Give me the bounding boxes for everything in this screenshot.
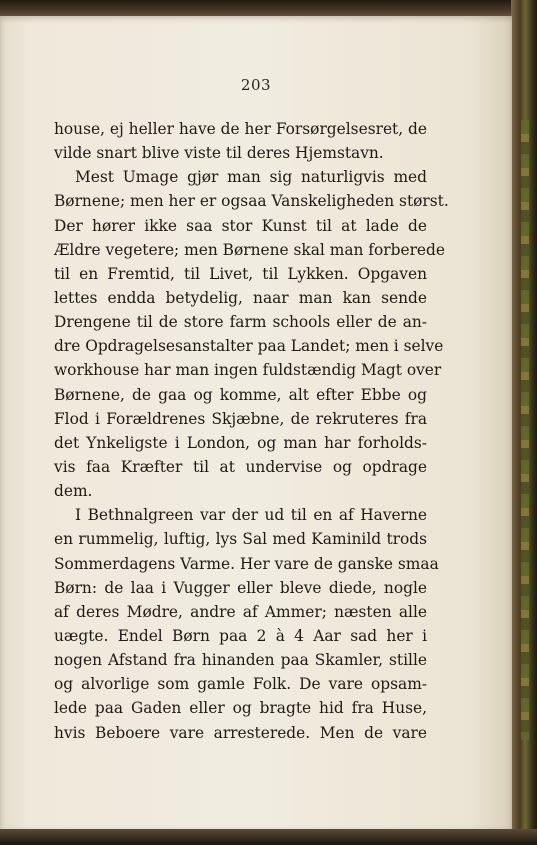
book-page: [0, 16, 512, 829]
text-line: workhouse har man ingen fuldstændig Magt over: [54, 361, 442, 380]
text-line: af deres Mødre, andre af Ammer; næsten alle: [54, 602, 427, 621]
text-line: Ældre vegetere; men Børnene skal man forberede: [54, 240, 446, 259]
text-line: lettes endda betydelig, naar man kan sende: [54, 288, 427, 307]
text-line: dre Opdragelsesanstalter paa Landet; men i selve: [54, 337, 444, 356]
book-bottom-edge: [0, 829, 537, 845]
text-line: nogen Afstand fra hinanden paa Skamler, stille: [54, 651, 427, 670]
text-line: Sommerdagens Varme. Her vare de ganske smaa: [54, 554, 439, 573]
text-line: lede paa Gaden eller og bragte hid fra Huse,: [54, 699, 427, 718]
text-line: house, ej heller have de her Forsørgelsesret, de: [54, 120, 427, 138]
text-line: Børnene, de gaa og komme, alt efter Ebbe og: [54, 385, 427, 404]
spine-decoration: [521, 120, 529, 740]
text-line: vis faa Kræfter til at undervise og opdrage: [54, 457, 427, 476]
text-line: Børn: de laa i Vugger eller bleve diede, nogle: [54, 578, 427, 597]
body-text: [54, 117, 449, 745]
text-line: hvis Beboere vare arresterede. Men de vare: [54, 723, 427, 742]
text-line: I Bethnalgreen var der ud til en af Haverne: [75, 506, 427, 525]
text-line: Drengene til de store farm schools eller de an-: [54, 313, 427, 332]
text-line: dem.: [54, 482, 93, 501]
text-line: Der hører ikke saa stor Kunst til at lade de: [54, 216, 427, 235]
text-line: Børnene; men her er ogsaa Vanskeligheden størst.: [54, 192, 449, 211]
text-line: en rummelig, luftig, lys Sal med Kaminild trods: [54, 530, 427, 549]
page-number: 203: [240, 76, 272, 94]
text-line: Mest Umage gjør man sig naturligvis med: [75, 168, 427, 187]
text-line: og alvorlige som gamle Folk. De vare opsam-: [54, 675, 427, 694]
text-line: til en Fremtid, til Livet, til Lykken. Opgaven: [54, 264, 427, 283]
text-line: vilde snart blive viste til deres Hjemstavn.: [54, 144, 384, 163]
text-line: det Ynkeligste i London, og man har forholds-: [54, 433, 427, 452]
text-line: Flod i Forældrenes Skjæbne, de rekruteres fra: [54, 409, 427, 428]
book-spine: [511, 0, 537, 845]
text-line: uægte. Endel Børn paa 2 à 4 Aar sad her i: [54, 626, 427, 645]
